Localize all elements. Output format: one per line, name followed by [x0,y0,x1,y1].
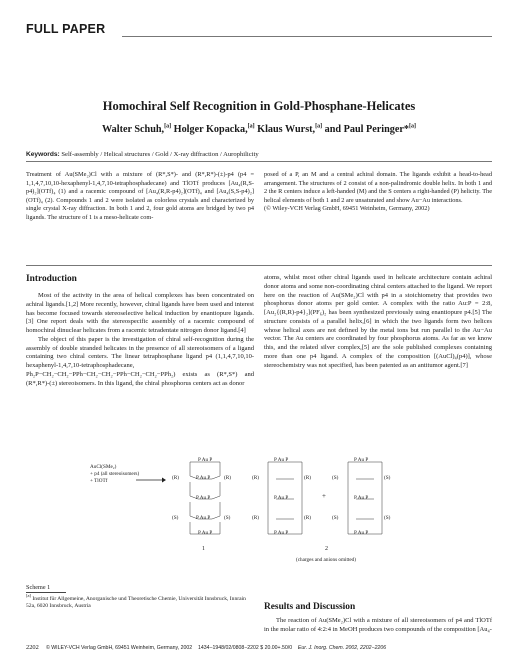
journal-citation: Eur. J. Inorg. Chem. 2002, 2202−2206 [297,645,387,651]
atom-p: P [354,495,357,501]
atom-p: P [207,495,211,501]
descriptor-r: (R) [224,475,231,481]
atom-au: Au [199,475,207,481]
author-name: Walter Schuh, [102,124,165,135]
atom-p: P [354,457,357,463]
descriptor-s: (S) [332,475,339,481]
scheme-reagents [90,464,139,484]
abstract-rule [26,265,492,266]
atom-p: P [365,457,369,463]
descriptor-s: (S) [224,515,231,521]
keywords-label: Keywords: [26,151,60,158]
scheme-caption: Scheme 1 [26,584,51,591]
intro-column-right [264,274,492,370]
intro-heading: Introduction [26,274,77,284]
abstract-right-text: posed of a P, an M and a central achiral domain. The ligands exhibit a head-to-head arrangement. The structures of 2 consist of a non-palindromic double helix. In both 1 and 2 the R centers induce a left-handed (M) and the S centers a right-handed (P) helicity. The helical elements of both 1 and 2 are unsaturated and show Au−Au interactions. [264,171,492,204]
author-list [26,124,492,135]
reagent: + p4 (all stereoisomers) [90,470,140,477]
descriptor-r: (R) [304,515,311,521]
intro-column-left [26,292,254,388]
atom-p: P [196,515,199,521]
footnote-mark: [a] [26,593,31,599]
author-name: Klaus Wurst, [257,124,316,135]
atom-au: Au [357,457,365,463]
atom-au: Au [357,495,365,501]
atom-p: P [209,530,213,536]
descriptor-r: (R) [252,475,259,481]
results-column [264,617,492,635]
affiliation-footnote [26,593,254,610]
author-name: Holger Kopacka, [173,124,248,135]
paper-title: Homochiral Self Recognition in Gold-Phosphane-Helicates [102,99,416,113]
atom-p: P [354,530,357,536]
section-label: FULL PAPER [26,22,106,36]
atom-p: P [207,515,211,521]
affiliation-mark: [a] [408,123,416,130]
reaction-arrow-icon [136,476,166,484]
descriptor-s: (S) [172,515,179,521]
footnote-text: Institut für Allgemeine, Anorganische und Theoretische Chemie, Universität Innsbruck, Innrain 52a, 6020 Innsbruck, Austria [26,596,246,609]
atom-p: P [285,530,289,536]
scheme-1 [84,454,404,566]
atom-p: P [274,495,277,501]
plus-sign: + [322,492,326,500]
atom-au: Au [277,457,285,463]
results-paragraph: The reaction of Au(SMe₂)Cl with a mixture of all stereoisomers of p4 and TlOTf in the molar ratio of 4:2:4 in MeOH produces two compounds of the composition [Au₄- [264,617,492,633]
atom-au: Au [357,530,365,536]
descriptor-s: (S) [384,515,391,521]
reagent: + TlOTf [90,477,108,484]
atom-p: P [274,530,277,536]
scheme-note: (charges and anions omitted) [296,557,356,563]
issn-line: 1434−1948/02/0808−2202 $ 20.00+.50/0 [197,645,293,651]
intro-paragraph-3: atoms, whilst most other chiral ligands used in helicate architecture contain achiral donor atoms and some non-coordinating chiral centers attached to the ligand. We report here on the reaction of Au(SMe₂)Cl with p4 in a stoichiometry that provides two phosphorus donor atoms per gold center. A complex with the ratio Au:P = 2:8, [Au₂{(R,R)-p4}₂](PF₆)₂ has been synthesized previously using enantiopure p4.[5] The structure consists of a parallel helix,[6] in which the two ligands form two helices whose helical axes are not defined by the metal ions but run parallel to the Au−Au vector. The Au centers are coordinated by four phosphorus atoms. As far as we know this, and the related silver complex,[5] are the sole published complexes containing more than one p4 ligand. A complex of the composition [(AuCl)₄(p4)], whose stereochemistry was not specified, has been patented as an antitumor agent.[7] [264,274,492,369]
descriptor-s: (S) [384,475,391,481]
atom-p: P [365,495,369,501]
atom-au: Au [199,515,207,521]
page-number: 2202 [26,644,39,651]
atom-p: P [198,457,201,463]
descriptor-r: (R) [252,515,259,521]
atom-au: Au [201,457,209,463]
compound-number: 2 [325,546,328,552]
abstract-right [264,171,492,214]
descriptor-s: (S) [332,515,339,521]
descriptor-r: (R) [172,475,179,481]
intro-paragraph-2: The object of this paper is the investigation of chiral self-recognition during the assembly of double stranded helicates in the presence of all stereoisomers of a ligand containing two chiral centers. The linear tetraphosphane ligand p4 (1,1,4,7,10,10-hexaphenyl-1,4,7,10-tetraphosphadecane, Ph₂P−CH₂−CH₂−PPh−CH₂−CH₂−PPh−CH₂−CH₂−PPh₂) exists as (R*,S*) and (R*,R*)-(±) stereoisomers. In this ligand, the chiral phosphorus centers act as donor [26,335,254,387]
author-name: and Paul Peringer* [324,124,409,135]
atom-p: P [196,475,199,481]
affiliation-mark: [a] [315,123,323,130]
publisher-line: © WILEY-VCH Verlag GmbH, 69451 Weinheim, Germany, 2002 [46,645,193,651]
descriptor-r: (R) [304,475,311,481]
compound-2-structure [252,454,402,540]
atom-au: Au [277,495,285,501]
atom-au: Au [199,495,207,501]
atom-p: P [285,495,289,501]
footnote-rule [26,592,66,593]
abstract-left: Treatment of Au(SMe₂)Cl with a mixture of (R*,S*)- and (R*,R*)-(±)-p4 (p4 = 1,1,4,7,10,10-hexaphenyl-1,4,7,10-tetraphosphadecane) and TlOTf produces [Au₄(R,S-p4)₂](OTf)₄ (1) and a racemic compound of [Au₄(R,R-p4)₂](OTf)₄ and [Au₄(S,S-p4)₂](OTf)₄ (2). Compounds 1 and 2 were isolated as colorless crystals and characterized by single crystal X-ray diffraction. In both 1 and 2, four gold atoms are bridged by two p4 ligands. The structure of 1 is a meso-helicate com- [26,171,254,221]
atom-p: P [285,457,289,463]
atom-p: P [274,457,277,463]
affiliation-mark: [a] [164,123,172,130]
reagent: AuCl(SMe₂) [90,464,117,470]
abstract-copyright: (© Wiley-VCH Verlag GmbH, 69451 Weinheim, Germany, 2002) [264,205,430,213]
intro-paragraph-1: Most of the activity in the area of helical complexes has been concentrated on achiral ligands.[1,2] More recently, however, chiral ligands have been used and interest has become focused towards stereoselective helical induction by enantiopure ligands.[3] One report deals with the stereospecific assembly of a racemic compound of homochiral dinuclear helicates from a racemic tetradentate nitrogen donor ligand.[4] [26,292,254,334]
header-rule [122,36,492,37]
atom-p: P [207,475,211,481]
atom-au: Au [201,530,209,536]
results-heading: Results and Discussion [264,602,356,612]
atom-p: P [365,530,369,536]
keywords [26,151,492,162]
atom-p: P [209,457,213,463]
compound-1-structure [170,454,240,540]
atom-p: P [198,530,201,536]
atom-p: P [196,495,199,501]
atom-au: Au [277,530,285,536]
page-footer [26,644,496,651]
compound-number: 1 [202,546,205,552]
keywords-text: Self-assembly / Helical structures / Gold / X-ray diffraction / Aurophilicity [61,151,259,158]
affiliation-mark: [a] [247,123,255,130]
